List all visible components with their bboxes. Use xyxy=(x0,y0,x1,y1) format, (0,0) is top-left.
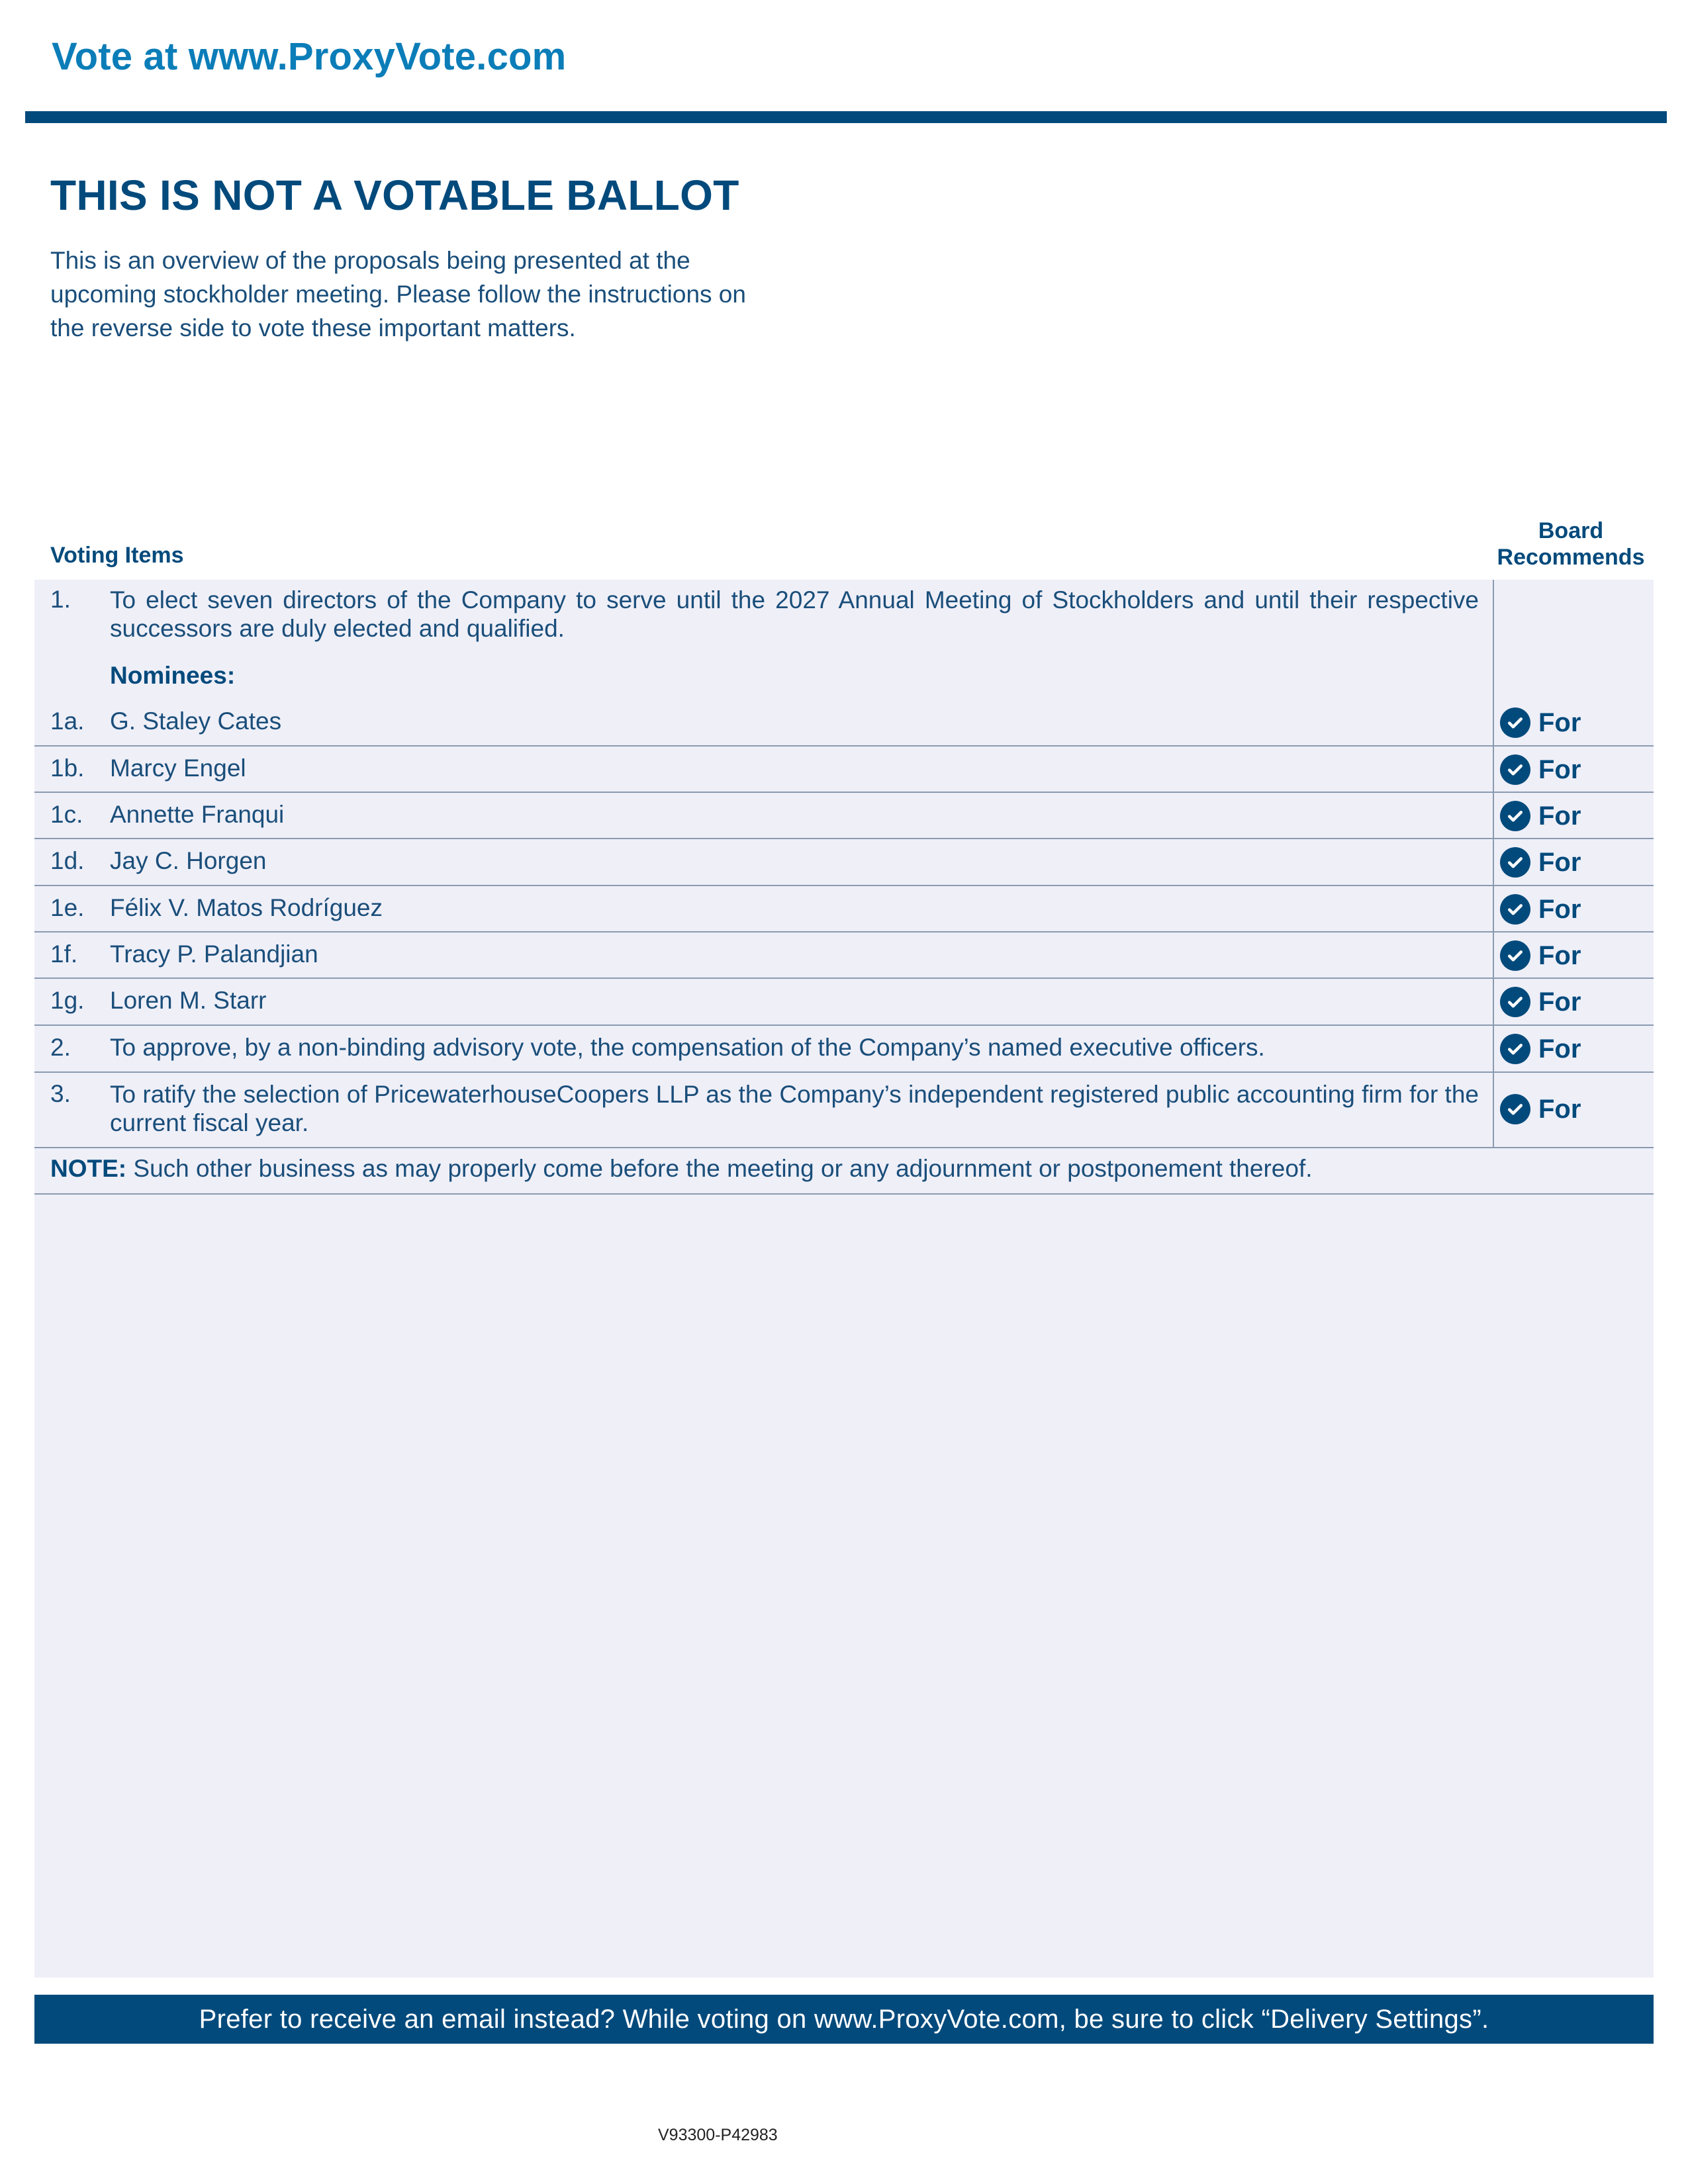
check-circle-icon xyxy=(1500,801,1530,831)
header-rule xyxy=(25,111,1667,123)
nominee-1a-name: G. Staley Cates xyxy=(110,707,282,735)
recommendation-1a xyxy=(1500,705,1581,740)
recommendation-1e xyxy=(1500,892,1581,927)
check-circle-icon xyxy=(1500,987,1530,1017)
recommendation-label: For xyxy=(1538,894,1581,924)
check-circle-icon xyxy=(1500,754,1530,785)
intro-text xyxy=(50,244,871,345)
page-title: THIS IS NOT A VOTABLE BALLOT xyxy=(50,171,739,219)
recommendation-3 xyxy=(1500,1092,1581,1126)
nominee-1d-number: 1d. xyxy=(50,847,85,874)
nominees-label: Nominees: xyxy=(110,662,236,689)
recommendation-label: For xyxy=(1538,801,1581,831)
intro-line: This is an overview of the proposals being presented at the xyxy=(50,247,690,274)
check-circle-icon xyxy=(1500,940,1530,971)
row-divider xyxy=(34,838,1654,839)
document-code: V93300-P42983 xyxy=(658,2126,778,2144)
column-divider xyxy=(1493,580,1494,1148)
note-label: NOTE: xyxy=(50,1155,127,1182)
row-divider xyxy=(34,931,1654,933)
proxyvote-header[interactable]: Vote at www.ProxyVote.com xyxy=(52,35,567,78)
recommendation-1c xyxy=(1500,799,1581,833)
board-header-line: Recommends xyxy=(1497,545,1645,570)
note-body: Such other business as may properly come before the meeting or any adjournment or postponement thereof. xyxy=(126,1155,1313,1182)
nominee-1b-number: 1b. xyxy=(50,754,85,782)
board-recommends-header xyxy=(1488,518,1654,570)
row-divider xyxy=(34,978,1654,979)
banner-text: Prefer to receive an email instead? While voting on www.ProxyVote.com, be sure to click “Delivery Settings”. xyxy=(199,2004,1489,2034)
check-circle-icon xyxy=(1500,894,1530,925)
row-divider xyxy=(34,885,1654,886)
nominee-1g-number: 1g. xyxy=(50,987,85,1014)
row-divider xyxy=(34,1147,1654,1148)
check-circle-icon xyxy=(1500,707,1530,738)
recommendation-1d xyxy=(1500,845,1581,880)
proposal-2-number: 2. xyxy=(50,1034,71,1061)
recommendation-label: For xyxy=(1538,1034,1581,1064)
check-circle-icon xyxy=(1500,1094,1530,1124)
recommendation-label: For xyxy=(1538,1094,1581,1124)
nominee-1a-number: 1a. xyxy=(50,707,85,735)
nominee-1e-name: Félix V. Matos Rodríguez xyxy=(110,894,383,921)
proposal-1-text: To elect seven directors of the Company to serve until the 2027 Annual Meeting of Stockholders and until their respective successors are duly elected and qualified. xyxy=(110,586,1479,642)
recommendation-1f xyxy=(1500,938,1581,973)
recommendation-label: For xyxy=(1538,707,1581,737)
nominee-1d-name: Jay C. Horgen xyxy=(110,847,267,874)
intro-line: the reverse side to vote these important matters. xyxy=(50,314,576,341)
recommendation-label: For xyxy=(1538,940,1581,970)
check-circle-icon xyxy=(1500,1034,1530,1064)
delivery-settings-banner xyxy=(34,1995,1654,2044)
proposal-3-text: To ratify the selection of PricewaterhouseCoopers LLP as the Company’s independent registered public accounting firm for the current fiscal year. xyxy=(110,1081,1479,1136)
recommendation-label: For xyxy=(1538,987,1581,1017)
recommendation-2 xyxy=(1500,1032,1581,1066)
nominee-1b-name: Marcy Engel xyxy=(110,754,246,782)
voting-items-header: Voting Items xyxy=(50,543,184,568)
proposal-3-number: 3. xyxy=(50,1080,71,1107)
nominee-1c-number: 1c. xyxy=(50,801,83,828)
board-header-line: Board xyxy=(1538,518,1604,543)
nominee-1e-number: 1e. xyxy=(50,894,85,921)
proposal-2-text: To approve, by a non-binding advisory vote, the compensation of the Company’s named executive officers. xyxy=(110,1034,1265,1061)
row-divider xyxy=(34,792,1654,793)
note-text xyxy=(50,1155,1313,1183)
row-divider xyxy=(34,1193,1654,1195)
recommendation-1b xyxy=(1500,752,1581,787)
row-divider xyxy=(34,1024,1654,1026)
intro-line: upcoming stockholder meeting. Please follow the instructions on xyxy=(50,281,746,308)
nominee-1g-name: Loren M. Starr xyxy=(110,987,267,1014)
recommendation-label: For xyxy=(1538,754,1581,784)
check-circle-icon xyxy=(1500,847,1530,878)
nominee-1f-name: Tracy P. Palandjian xyxy=(110,940,318,968)
recommendation-1g xyxy=(1500,985,1581,1019)
proposal-1-number: 1. xyxy=(50,586,71,613)
recommendation-label: For xyxy=(1538,847,1581,877)
nominee-1c-name: Annette Franqui xyxy=(110,801,285,828)
nominee-1f-number: 1f. xyxy=(50,940,78,968)
voting-items-panel xyxy=(34,580,1654,1978)
row-divider xyxy=(34,745,1654,747)
row-divider xyxy=(34,1071,1654,1073)
